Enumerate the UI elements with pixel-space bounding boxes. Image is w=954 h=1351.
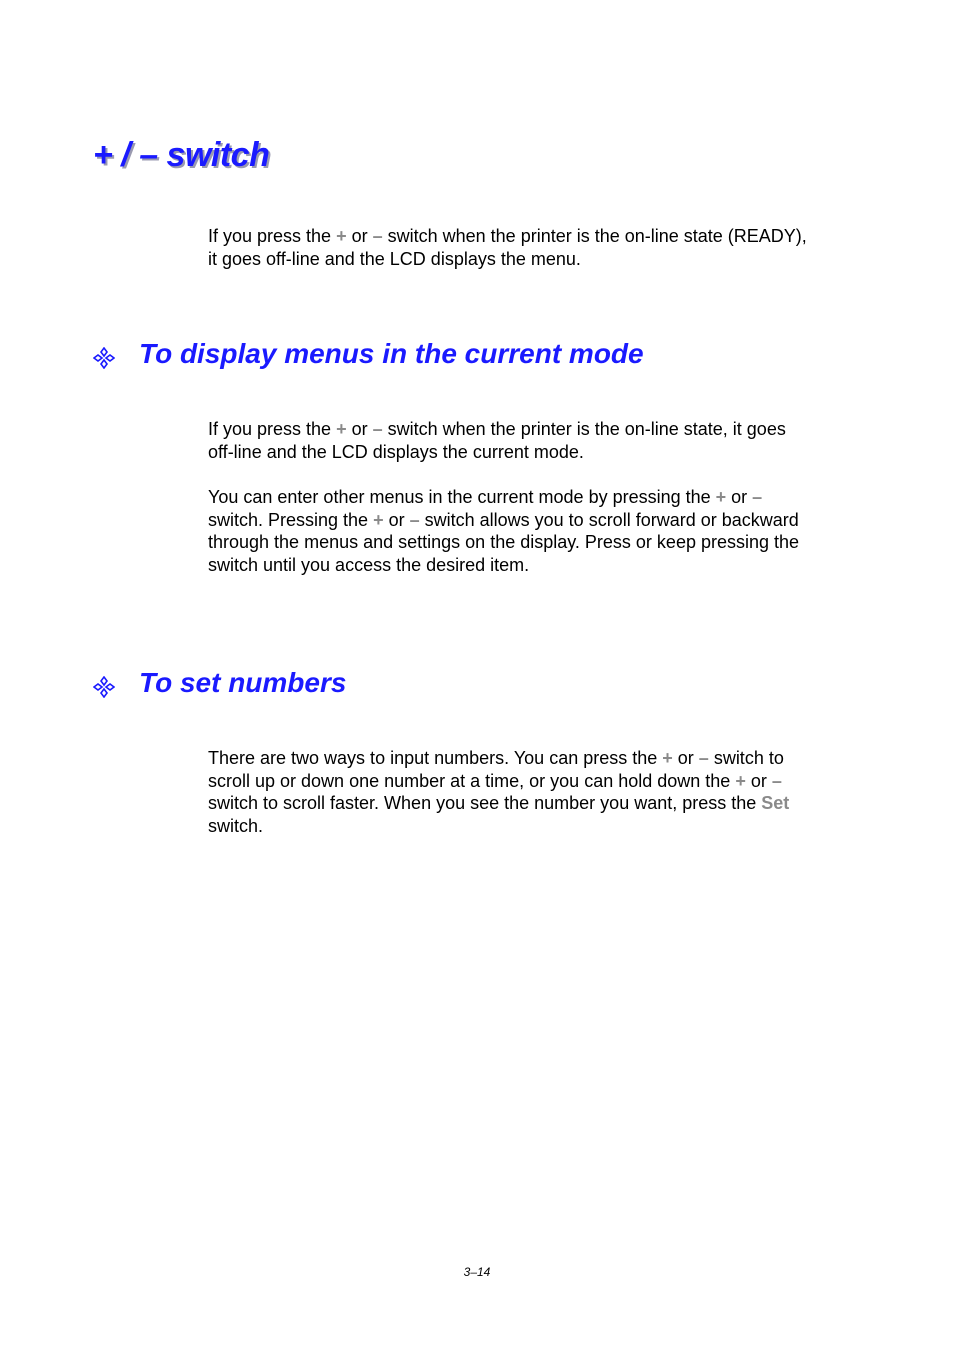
plus-key-label: + (715, 487, 727, 507)
four-diamond-bullet-icon (93, 344, 115, 366)
display-menus-paragraph-1 (208, 418, 868, 463)
page-number: 3–14 (463, 1265, 491, 1279)
text: switch. (208, 815, 264, 836)
page-title: + / – switch (93, 136, 270, 174)
text: or (672, 748, 699, 768)
minus-key-label: – (698, 748, 709, 768)
text: switch until you access the desired item. (208, 554, 530, 575)
text: off-line and the LCD displays the current mode. (208, 441, 584, 462)
text: or (745, 770, 772, 791)
text: or (346, 419, 373, 439)
text: If you press the (208, 226, 337, 246)
text: There are two ways to input numbers. You can press the (208, 748, 663, 768)
text: switch allows you to scroll forward or backward (419, 509, 799, 530)
display-menus-paragraph-2 (208, 486, 868, 576)
text: through the menus and settings on the display. Press or keep pressing the (208, 532, 800, 552)
minus-key-label: – (372, 226, 383, 246)
plus-key-label: + (336, 419, 347, 439)
text: You can enter other menus in the current mode by pressing the (208, 487, 716, 507)
set-key-label: Set (761, 793, 790, 813)
plus-key-label: + (735, 770, 746, 791)
minus-key-label: – (372, 419, 383, 439)
text: switch to (708, 748, 784, 768)
four-diamond-bullet-icon (93, 673, 115, 695)
text: If you press the (208, 419, 337, 439)
text: switch to scroll faster. When you see the number you want, press the (208, 793, 762, 813)
text: switch when the printer is the on-line state, it goes (382, 419, 786, 439)
section-heading-display-menus (93, 338, 644, 370)
minus-key-label: – (771, 770, 782, 791)
text: switch when the printer is the on-line state (READY), (382, 226, 807, 246)
plus-key-label: + (662, 748, 673, 768)
text: switch. Pressing the (208, 509, 374, 530)
plus-key-label: + (336, 226, 347, 246)
text: it goes off-line and the LCD displays the menu. (208, 248, 581, 269)
text: or (726, 487, 753, 507)
minus-key-label: – (409, 509, 420, 530)
minus-key-label: – (752, 487, 763, 507)
section-heading-text: To set numbers (139, 667, 347, 698)
section-heading-set-numbers (93, 667, 346, 699)
text: scroll up or down one number at a time, or you can hold down the (208, 770, 736, 791)
text: or (346, 226, 373, 246)
intro-paragraph (208, 225, 868, 270)
section-heading-text: To display menus in the current mode (139, 338, 644, 369)
text: or (383, 509, 410, 530)
plus-key-label: + (373, 509, 384, 530)
set-numbers-paragraph (208, 747, 868, 837)
